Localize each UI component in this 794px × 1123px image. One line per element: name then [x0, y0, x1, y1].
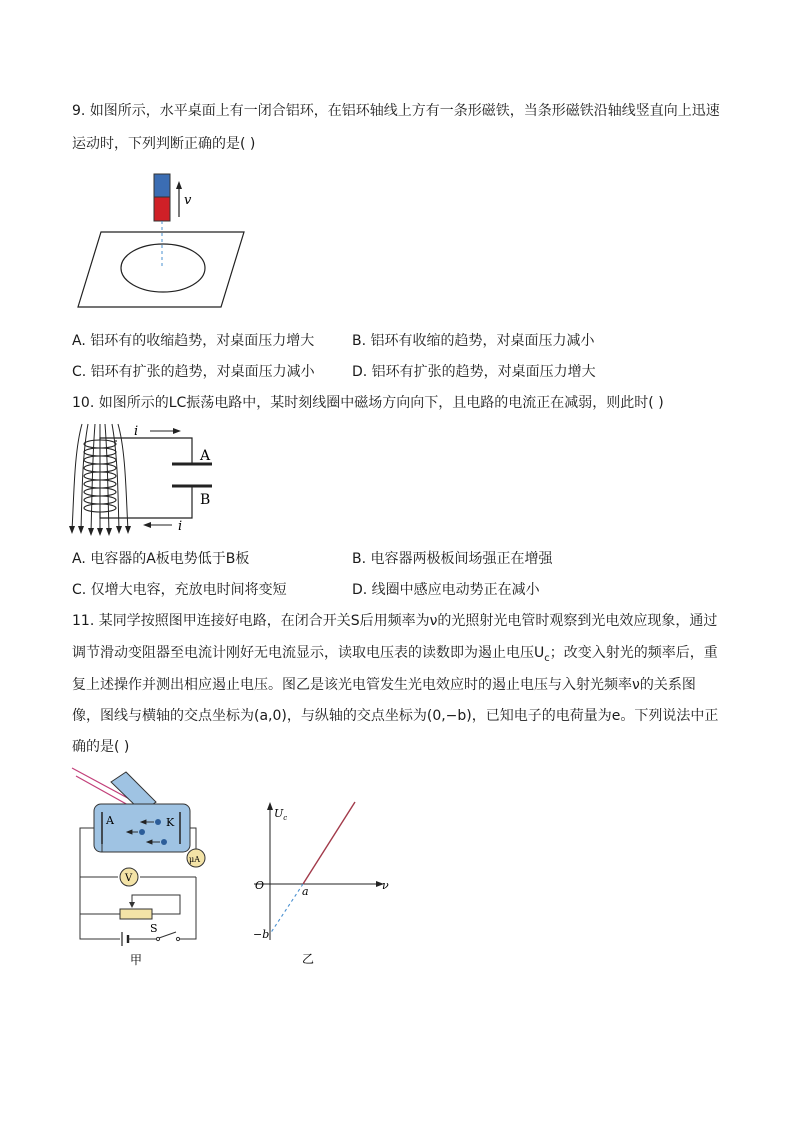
- magnet-south: [154, 197, 170, 221]
- cathode-label: K: [166, 816, 175, 829]
- q9-option-a[interactable]: A. 铝环有的收缩趋势，对桌面压力增大: [72, 333, 315, 349]
- uc-graph-extrapolation: [270, 884, 303, 934]
- q11-stem-line3: 复上述操作并测出相应遏止电压。图乙是该光电管发生光电效应时的遏止电压与入射光频率ν的关系图: [72, 677, 696, 693]
- anode-label: A: [106, 814, 114, 827]
- switch-blade: [159, 932, 176, 938]
- switch-contact: [176, 937, 179, 940]
- origin-label: O: [255, 879, 265, 892]
- electron-3: [161, 839, 167, 845]
- q11-stem-line5: 确的是( ): [72, 739, 130, 755]
- phototube-body: [94, 804, 190, 852]
- plate-b-label: B: [200, 492, 211, 508]
- y-axis-label: $U_c$: [274, 807, 288, 822]
- q10-option-d[interactable]: D. 线圈中感应电动势正在减小: [352, 582, 540, 598]
- q11-stem-line2: 调节滑动变阻器至电流计刚好无电流显示，读取电压表的读数即为遏止电压$U_c$；改变入射光的频率后，重: [72, 645, 718, 664]
- q10-option-b[interactable]: B. 电容器两极板间场强正在增强: [352, 551, 553, 567]
- q11-stem-line1: 11. 某同学按照图甲连接好电路，在闭合开关S后用频率为ν的光照射光电管时观察到光电效应现象，通过: [72, 613, 718, 629]
- current-label-bottom: i: [178, 519, 183, 534]
- velocity-label: v: [184, 193, 192, 208]
- uc-graph-line: [303, 802, 355, 884]
- q10-option-a[interactable]: A. 电容器的A板电势低于B板: [72, 551, 250, 567]
- q9-option-d[interactable]: D. 铝环有扩张的趋势，对桌面压力增大: [352, 364, 596, 380]
- y-intercept-label: −b: [253, 928, 270, 941]
- x-intercept-label: a: [302, 885, 309, 898]
- rheostat: [120, 909, 152, 919]
- current-arrowhead-top: [173, 428, 181, 434]
- aluminum-ring: [121, 244, 205, 292]
- q10-figure: [68, 422, 228, 542]
- x-axis-label: ν: [382, 879, 389, 892]
- figure-jia-caption: 甲: [130, 953, 143, 967]
- q10-stem-line1: 10. 如图所示的LC振荡电路中，某时刻线圈中磁场方向向下，且电路的电流正在减弱，则此时( ): [72, 395, 664, 411]
- microammeter-label: μA: [189, 855, 200, 864]
- electron-2: [139, 829, 145, 835]
- table-plane: [78, 232, 244, 307]
- q11-stem-line4: 像，图线与横轴的交点坐标为(a,0)，与纵轴的交点坐标为(0,−b)，已知电子的电荷量为e。下列说法中正: [72, 708, 719, 724]
- q9-stem-line2: 运动时，下列判断正确的是( ): [72, 136, 256, 152]
- q11-figure-jia: [70, 764, 220, 969]
- q9-option-c[interactable]: C. 铝环有扩张的趋势，对桌面压力减小: [72, 364, 315, 380]
- figure-yi-caption: 乙: [302, 952, 315, 966]
- q10-option-c[interactable]: C. 仅增大电容，充放电时间将变短: [72, 582, 287, 598]
- voltmeter-label: V: [125, 873, 133, 884]
- q9-figure: [76, 172, 246, 312]
- q9-stem-line1: 9. 如图所示，水平桌面上有一闭合铝环，在铝环轴线上方有一条形磁铁，当条形磁铁沿轴线竖直向上迅速: [72, 103, 720, 119]
- switch-label: S: [150, 922, 158, 935]
- y-axis-arrowhead: [267, 802, 273, 810]
- rheostat-slider: [129, 902, 135, 908]
- q9-option-b[interactable]: B. 铝环有收缩的趋势，对桌面压力减小: [352, 333, 595, 349]
- electron-1: [155, 819, 161, 825]
- velocity-arrowhead: [176, 181, 182, 189]
- current-arrowhead-bottom: [143, 522, 151, 528]
- current-label-top: i: [134, 424, 139, 439]
- plate-a-label: A: [200, 448, 211, 464]
- q11-figure-yi: [250, 800, 400, 970]
- magnet-north: [154, 174, 170, 197]
